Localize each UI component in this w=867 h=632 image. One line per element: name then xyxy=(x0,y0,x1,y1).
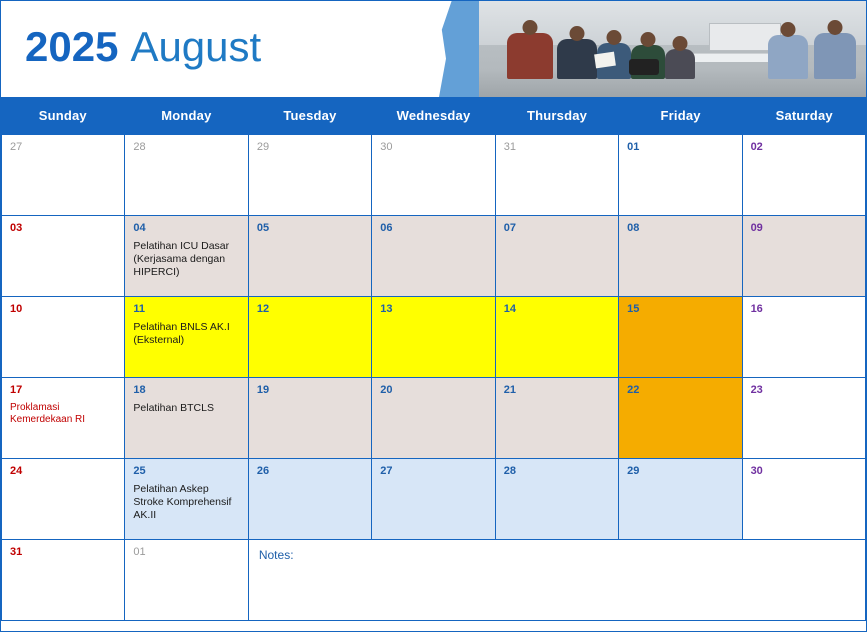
day-number: 10 xyxy=(10,303,23,315)
day-number: 31 xyxy=(10,546,23,558)
calendar-day-cell[interactable] xyxy=(2,459,124,539)
photo-person xyxy=(814,33,856,79)
calendar-day-cell[interactable] xyxy=(743,378,865,458)
calendar-day-cell[interactable] xyxy=(372,135,494,215)
day-number: 07 xyxy=(503,222,516,234)
calendar-day-cell[interactable] xyxy=(743,459,865,539)
day-number: 27 xyxy=(380,465,393,477)
day-number: 22 xyxy=(627,384,640,396)
day-number: 17 xyxy=(10,384,23,396)
day-number: 13 xyxy=(380,303,393,315)
day-number: 27 xyxy=(10,141,23,153)
calendar-day-cell[interactable] xyxy=(125,540,247,620)
calendar-day-cell[interactable] xyxy=(125,216,247,296)
day-number: 14 xyxy=(503,303,516,315)
calendar-day-cell[interactable] xyxy=(249,459,371,539)
day-number: 29 xyxy=(627,465,640,477)
weekday-saturday: Saturday xyxy=(775,108,833,123)
calendar-day-cell[interactable] xyxy=(125,378,247,458)
day-number: 30 xyxy=(380,141,393,153)
calendar-day-cell[interactable] xyxy=(619,378,741,458)
day-number: 25 xyxy=(133,465,146,477)
day-number: 06 xyxy=(380,222,393,234)
weekday-sunday: Sunday xyxy=(38,108,87,123)
day-number: 28 xyxy=(133,141,146,153)
calendar-day-cell[interactable] xyxy=(619,216,741,296)
day-number: 23 xyxy=(750,384,763,396)
calendar-day-cell[interactable] xyxy=(496,459,618,539)
classroom-photo-image xyxy=(479,1,866,97)
weekday-wednesday: Wednesday xyxy=(396,108,471,123)
day-number: 31 xyxy=(503,141,516,153)
event-label: Pelatihan ICU Dasar (Kerjasama dengan HIPERCI) xyxy=(133,240,230,278)
calendar-day-cell[interactable] xyxy=(496,378,618,458)
header-photo xyxy=(439,1,866,97)
day-number: 16 xyxy=(750,303,763,315)
event-label: Pelatihan BTCLS xyxy=(133,402,214,414)
calendar-day-cell[interactable] xyxy=(249,135,371,215)
notes-area[interactable] xyxy=(249,540,865,620)
day-number: 02 xyxy=(750,141,763,153)
calendar-day-cell[interactable] xyxy=(2,216,124,296)
calendar-day-cell[interactable] xyxy=(2,297,124,377)
event-label: Pelatihan Askep Stroke Komprehensif AK.II xyxy=(133,483,232,521)
calendar-day-cell[interactable] xyxy=(372,297,494,377)
event-label: Pelatihan BNLS AK.I (Eksternal) xyxy=(133,321,230,346)
calendar-day-cell[interactable] xyxy=(619,459,741,539)
holiday-label: Proklamasi Kemerdekaan RI xyxy=(10,402,86,425)
calendar-header xyxy=(1,1,866,97)
calendar-day-cell[interactable] xyxy=(619,135,741,215)
day-number: 01 xyxy=(627,141,640,153)
day-number: 26 xyxy=(256,465,270,477)
calendar-day-cell[interactable] xyxy=(249,378,371,458)
day-number: 28 xyxy=(503,465,516,477)
day-number: 04 xyxy=(133,222,146,234)
day-number: 21 xyxy=(503,384,516,396)
calendar-day-cell[interactable] xyxy=(372,459,494,539)
day-number: 09 xyxy=(750,222,763,234)
weekday-tuesday: Tuesday xyxy=(283,108,337,123)
day-number: 01 xyxy=(133,546,146,558)
day-number: 08 xyxy=(627,222,640,234)
calendar-day-cell[interactable] xyxy=(743,135,865,215)
page-title xyxy=(25,23,261,71)
calendar-day-cell[interactable] xyxy=(619,297,741,377)
calendar-day-cell[interactable] xyxy=(2,378,124,458)
calendar-day-cell[interactable] xyxy=(125,459,247,539)
day-number: 03 xyxy=(10,222,23,234)
day-number: 12 xyxy=(256,303,270,315)
notes-label: Notes: xyxy=(258,548,294,562)
calendar-day-cell[interactable] xyxy=(496,135,618,215)
photo-person xyxy=(557,39,597,79)
weekday-header-row xyxy=(1,97,866,135)
weekday-thursday: Thursday xyxy=(527,108,588,123)
calendar-day-cell[interactable] xyxy=(2,135,124,215)
calendar-day-cell[interactable] xyxy=(743,216,865,296)
day-number: 11 xyxy=(133,303,146,315)
day-number: 30 xyxy=(750,465,763,477)
title-year: 2025 xyxy=(25,23,119,70)
photo-person xyxy=(507,33,553,79)
photo-person xyxy=(768,35,808,79)
day-number: 20 xyxy=(380,384,393,396)
calendar-day-cell[interactable] xyxy=(2,540,124,620)
calendar-day-cell[interactable] xyxy=(125,135,247,215)
title-month: August xyxy=(130,23,262,70)
weekday-monday: Monday xyxy=(161,108,212,123)
calendar-day-cell[interactable] xyxy=(496,297,618,377)
day-number: 29 xyxy=(256,141,270,153)
day-number: 18 xyxy=(133,384,146,396)
day-number: 15 xyxy=(627,303,640,315)
day-number: 24 xyxy=(10,465,23,477)
calendar-day-cell[interactable] xyxy=(125,297,247,377)
weekday-friday: Friday xyxy=(660,108,701,123)
photo-bag xyxy=(629,59,659,75)
calendar-day-cell[interactable] xyxy=(743,297,865,377)
calendar-day-cell[interactable] xyxy=(372,378,494,458)
day-number: 05 xyxy=(256,222,270,234)
calendar-day-cell[interactable] xyxy=(496,216,618,296)
calendar-grid xyxy=(1,135,866,621)
calendar-day-cell[interactable] xyxy=(372,216,494,296)
photo-person xyxy=(665,49,695,79)
photo-paper xyxy=(594,52,616,69)
calendar-day-cell[interactable] xyxy=(249,297,371,377)
calendar-day-cell[interactable] xyxy=(249,216,371,296)
day-number: 19 xyxy=(256,384,270,396)
